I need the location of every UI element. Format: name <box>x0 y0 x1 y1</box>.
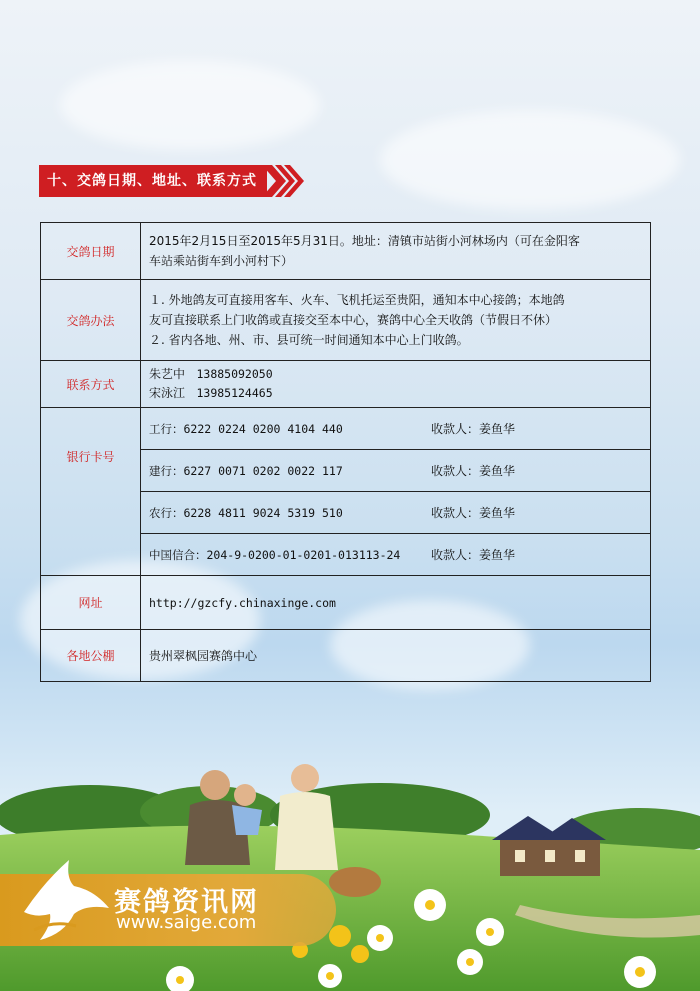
bank-account-number: 中国信合：204-9-0200-01-0201-013113-24 <box>149 547 401 562</box>
logo-title: 赛鸽资讯网 <box>114 887 259 918</box>
bank-account-number: 农行：6228 4811 9024 5319 510 <box>149 505 343 520</box>
website-label: 网址 <box>41 576 141 630</box>
method-line-1: １. 外地鸽友可直接用客车、火车、飞机托运至贵阳，通知本中心接鸽；本地鸽 <box>149 293 565 307</box>
date-content <box>141 223 651 280</box>
contact-person <box>149 384 642 403</box>
row-loft <box>41 630 651 682</box>
bank-account-number: 建行：6227 0071 0202 0022 117 <box>149 463 343 478</box>
logo-url[interactable]: www.saige.com <box>116 912 257 933</box>
contact-content <box>141 361 651 408</box>
method-content <box>141 280 651 361</box>
date-label: 交鸽日期 <box>41 223 141 280</box>
family-picnic-scene <box>0 700 700 991</box>
contact-label: 联系方式 <box>41 361 141 408</box>
row-method <box>41 280 651 361</box>
bank-account <box>141 450 651 492</box>
bank-account <box>141 408 651 450</box>
contact-name: 朱艺中 <box>149 367 186 381</box>
banner-stripes <box>262 165 304 197</box>
row-date <box>41 223 651 280</box>
bank-account <box>141 534 651 576</box>
website-link[interactable]: http://gzcfy.chinaxinge.com <box>149 595 336 610</box>
contact-name: 宋泳江 <box>149 386 186 400</box>
bank-account-number: 工行：6222 0224 0200 4104 440 <box>149 421 343 436</box>
pigeon-logo-icon <box>14 852 114 946</box>
row-bank <box>41 408 651 450</box>
bank-account <box>141 492 651 534</box>
method-line-2: 友可直接联系上门收鸽或直接交至本中心，赛鸽中心全天收鸽（节假日不休） <box>149 313 558 327</box>
bank-label: 银行卡号 <box>41 408 141 576</box>
date-line-2: 车站乘站街车到小河村下） <box>149 254 294 268</box>
info-table <box>40 222 651 682</box>
row-website <box>41 576 651 630</box>
row-contact <box>41 361 651 408</box>
bank-payee: 收款人：姜鱼华 <box>431 505 516 520</box>
cloud-decoration <box>60 60 320 150</box>
loft-content: 贵州翠枫园赛鸽中心 <box>141 630 651 682</box>
section-title-banner: 十、交鸽日期、地址、联系方式 <box>39 165 267 197</box>
contact-person <box>149 365 642 384</box>
method-label: 交鸽办法 <box>41 280 141 361</box>
contact-phone: 13985124465 <box>196 386 273 400</box>
cloud-decoration <box>380 110 680 210</box>
bank-payee: 收款人：姜鱼华 <box>431 463 516 478</box>
bank-payee: 收款人：姜鱼华 <box>431 547 516 562</box>
contact-phone: 13885092050 <box>196 367 273 381</box>
website-content <box>141 576 651 630</box>
method-line-3: ２. 省内各地、州、市、县可统一时间通知本中心上门收鸽。 <box>149 333 469 347</box>
date-line-1: 2015年2月15日至2015年5月31日。地址：清镇市站街小河林场内（可在金阳客 <box>149 234 580 248</box>
loft-label: 各地公棚 <box>41 630 141 682</box>
bank-payee: 收款人：姜鱼华 <box>431 421 516 436</box>
